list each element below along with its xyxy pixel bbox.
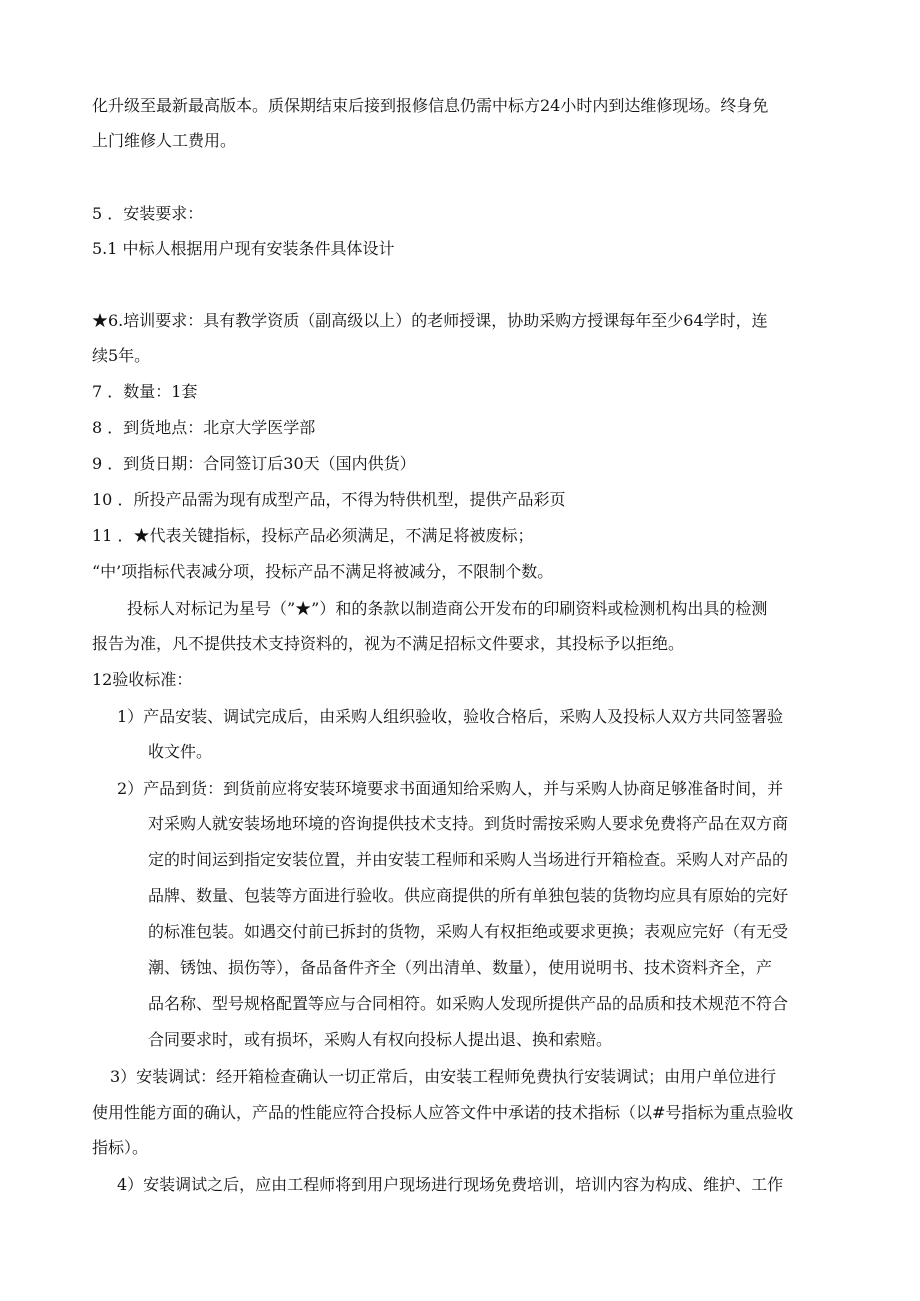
text-line: 定的时间运到指定安装位置，并由安装工程师和采购人当场进行开箱检查。采购人对产品的: [148, 850, 789, 869]
text-line: 9 ．到货日期：合同签订后30天（国内供货）: [92, 454, 416, 473]
text-line: 品牌、数量、包装等方面进行验收。供应商提供的所有单独包装的货物均应具有原始的完好: [148, 886, 789, 905]
text-line: 的标准包装。如遇交付前已拆封的货物，采购人有权拒绝或要求更换；表观应完好（有无受: [148, 922, 789, 941]
text-line: 续5年。: [92, 346, 151, 365]
text-line: 11 ．★代表关键指标，投标产品必须满足，不满足将被废标；: [92, 526, 534, 545]
list-item: 1）产品安装、调试完成后，由采购人组织验收，验收合格后，采购人及投标人双方共同签署验: [117, 707, 784, 726]
list-item: 4）安装调试之后，应由工程师将到用户现场进行现场免费培训，培训内容为构成、维护、工作: [117, 1175, 784, 1194]
text-line: 指标）。: [92, 1138, 149, 1157]
text-line: 5.1 中标人根据用户现有安装条件具体设计: [92, 239, 395, 258]
list-item: 3）安装调试：经开箱检查确认一切正常后，由安装工程师免费执行安装调试；由用户单位进行: [110, 1067, 777, 1086]
text-line: 使用性能方面的确认，产品的性能应符合投标人应答文件中承诺的技术指标（以#号指标为重点验收: [92, 1103, 794, 1122]
section-heading: 12验收标准：: [92, 670, 193, 689]
text-line: 对采购人就安装场地环境的咨询提供技术支持。到货时需按采购人要求免费将产品在双方商: [148, 814, 789, 833]
text-line: 投标人对标记为星号（”★”）和的条款以制造商公开发布的印刷资料或检测机构出具的检测: [127, 599, 768, 618]
text-line: 合同要求时，或有损坏，采购人有权向投标人提出退、换和索赔。: [148, 1030, 613, 1049]
text-line: 化升级至最新最高版本。质保期结束后接到报修信息仍需中标方24小时内到达维修现场。终身免: [92, 96, 769, 115]
text-line: “中’项指标代表减分项，投标产品不满足将被减分，不限制个数。: [92, 562, 554, 581]
text-line: 8 ．到货地点：北京大学医学部: [92, 418, 316, 437]
text-line: 潮、锈蚀、损伤等），备品备件齐全（列出清单、数量），使用说明书、技术资料齐全，产: [148, 958, 773, 977]
list-item: 2）产品到货：到货前应将安装环境要求书面通知给采购人，并与采购人协商足够准备时间，并: [117, 779, 784, 798]
text-line: 品名称、型号规格配置等应与合同相符。如采购人发现所提供产品的品质和技术规范不符合: [148, 994, 789, 1013]
text-line: ★6.培训要求：具有教学资质（副高级以上）的老师授课，协助采购方授课每年至少64学时，连: [92, 311, 768, 330]
section-heading: 5 ．安装要求：: [92, 204, 204, 223]
text-line: 上门维修人工费用。: [92, 131, 237, 150]
text-line: 报告为准，凡不提供技术支持资料的，视为不满足招标文件要求，其投标予以拒绝。: [92, 634, 685, 653]
text-line: 7 ．数量：1套: [92, 382, 198, 401]
text-line: 收文件。: [148, 742, 213, 761]
text-line: 10 ．所投产品需为现有成型产品，不得为特供机型，提供产品彩页: [92, 490, 566, 509]
